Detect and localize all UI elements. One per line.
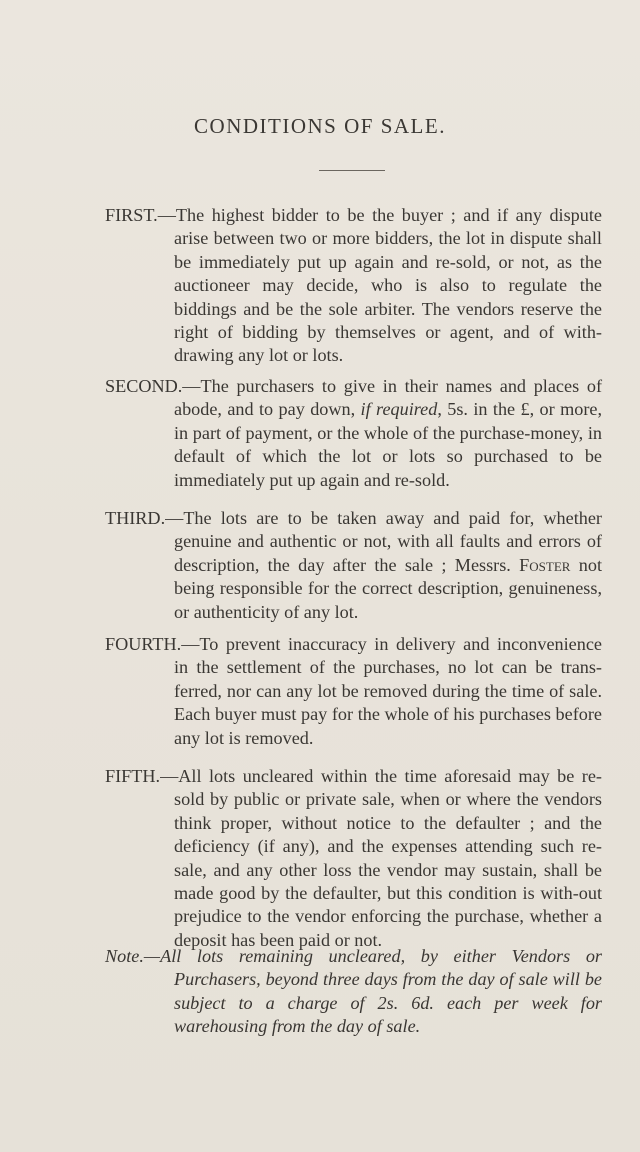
clause-lead: FIFTH.— (105, 766, 179, 786)
clause-text-part: The purchasers to give in their names and places of abode, and to pay down, (174, 376, 602, 420)
clause-first (105, 204, 602, 368)
clause-lead: THIRD.— (105, 508, 184, 528)
page-title: CONDITIONS OF SALE. (194, 114, 446, 138)
clause-lead: FIRST.— (105, 205, 176, 225)
clause-text: To prevent inaccuracy in delivery and inconvenience in the settlement of the purchases, no lot can be trans-ferred, nor can any lot be removed during the time of sale. Each buyer must pay for the whole of his purchases before any lot is removed. (174, 634, 602, 748)
clause-text-smallcaps: Foster (519, 554, 571, 575)
title-rule (319, 170, 385, 171)
clause-text-part: The lots are to be taken away and paid for, whether genuine and authentic or not, with all faults and errors of description, the day after the sale ; Messrs. (174, 508, 602, 575)
clause-lead: SECOND.— (105, 376, 201, 396)
clause-text-part: , 5s. in the £, or more, in part of payment, or the whole of the purchase-money, in default of which the lot or lots so purchased to be immediately put up again and re-sold. (174, 399, 602, 490)
clause-text-italic: if required (360, 399, 438, 420)
note-lead: Note.— (105, 946, 161, 966)
clause-second (105, 375, 602, 492)
clause-lead: FOURTH.— (105, 634, 200, 654)
clause-text-part: not being responsible for the correct description, genuineness, or authenticity of any lot. (174, 554, 602, 622)
clause-third (105, 507, 602, 624)
clause-text: All lots uncleared within the time aforesaid may be re-sold by public or private sale, when or where the vendors think proper, without notice to the defaulter ; and the deficiency (if any), and the expenses attending such re-sale, and any other loss the vendor may sustain, shall be made good by the defaulter, but this condition is with-out prejudice to the vendor enforcing the purchase, whether a deposit has been paid or not. (174, 766, 602, 950)
note (105, 945, 602, 1039)
clause-fifth (105, 765, 602, 952)
clause-text: The highest bidder to be the buyer ; and if any dispute arise between two or more bidders, the lot in dispute shall be immediately put up again and re-sold, or not, as the auctioneer may decide, who is also to regulate the biddings and be the sole arbiter. The vendors reserve the right of bidding by themselves or agent, and of with-drawing any lot or lots. (174, 205, 602, 366)
clause-fourth (105, 633, 602, 750)
note-text: All lots remaining uncleared, by either Vendors or Purchasers, beyond three days from the day of sale will be subject to a charge of 2s. 6d. each per week for warehousing from the day of sale. (160, 946, 602, 1037)
